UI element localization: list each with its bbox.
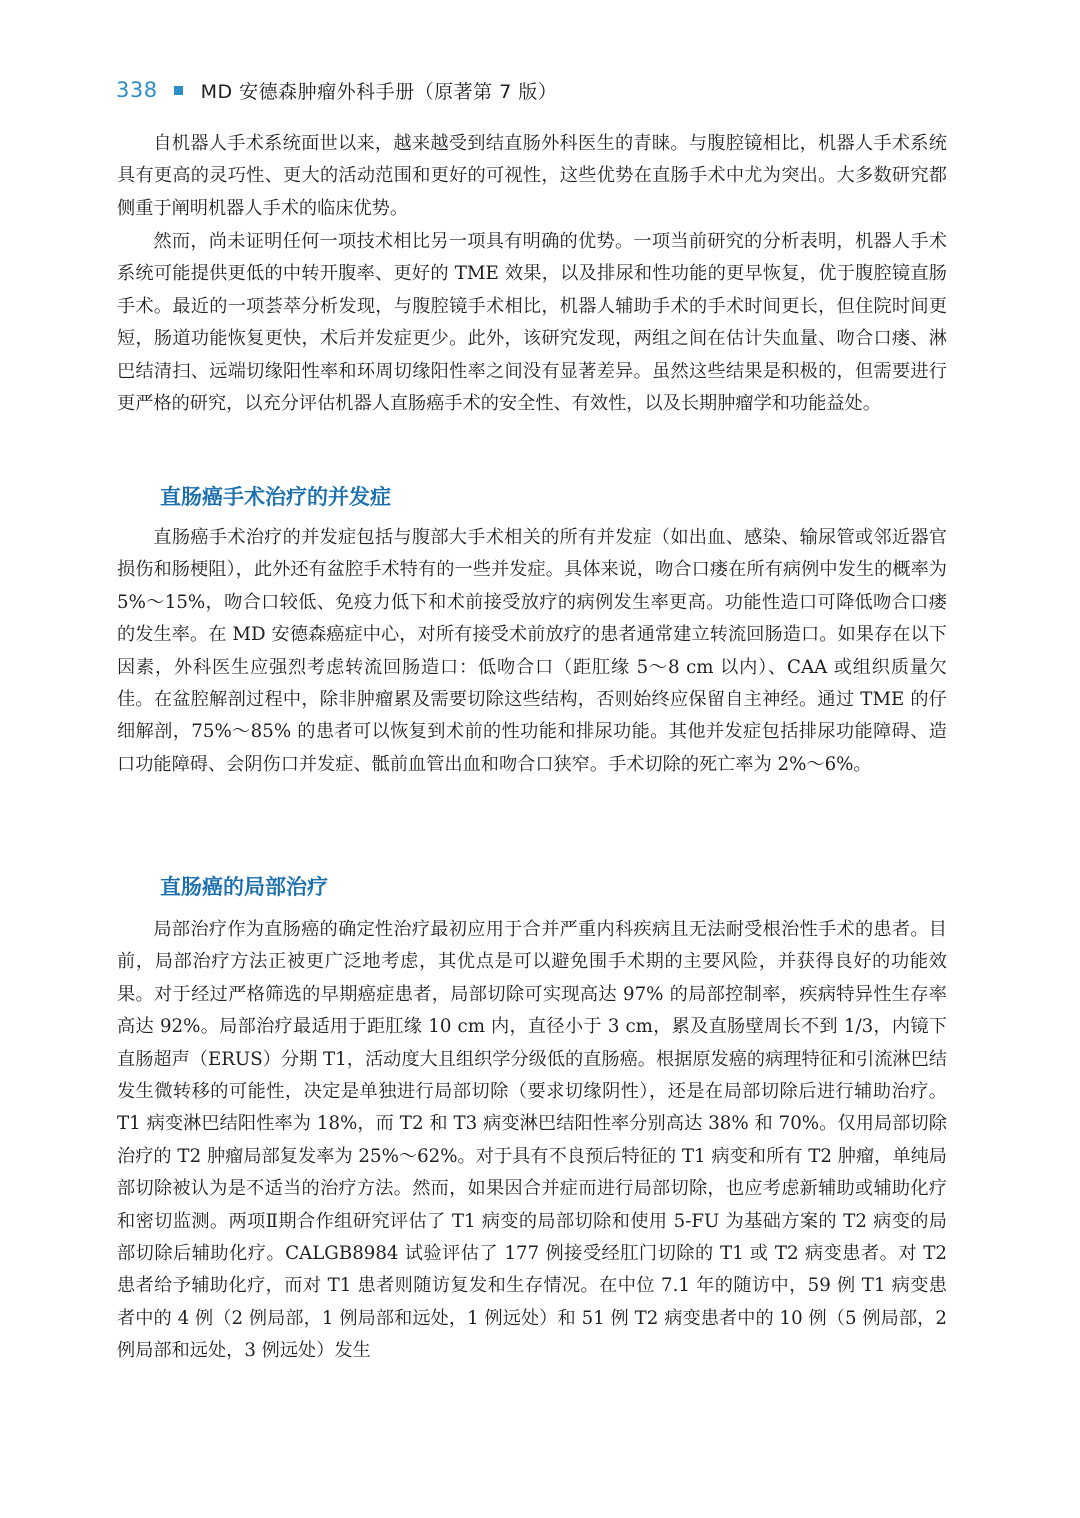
paragraph-robotic-surgery-intro: 自机器人手术系统面世以来，越来越受到结直肠外科医生的青睐。与腹腔镜相比，机器人手术系统具有更高的灵巧性、更大的活动范围和更好的可视性，这些优势在直肠手术中尤为突出。大多数研究都侧重于阐明机器人手术的临床优势。 xyxy=(117,133,947,219)
header-square-marker xyxy=(174,86,183,95)
section-heading-complications: 直肠癌手术治疗的并发症 xyxy=(160,484,391,509)
paragraph-local-treatment: 局部治疗作为直肠癌的确定性治疗最初应用于合并严重内科疾病且无法耐受根治性手术的患者。目前，局部治疗方法正被更广泛地考虑，其优点是可以避免围手术期的主要风险，并获得良好的功能效果。对于经过严格筛选的早期癌症患者，局部切除可实现高达 97% 的局部控制率，疾病特异性生存率高达 92%。局部治疗最适用于距肛缘 10 cm 内，直径小于 3 cm，累及直肠壁周长不到 1/3，内镜下直肠超声（ERUS）分期 T1，活动度大且组织学分级低的直肠癌。根据原发癌的病理特征和引流淋巴结发生微转移的可能性，决定是单独进行局部切除（要求切缘阴性），还是在局部切除后进行辅助治疗。T1 病变淋巴结阳性率为 18%，而 T2 和 T3 病变淋巴结阳性率分别高达 38% 和 70%。仅用局部切除治疗的 T2 肿瘤局部复发率为 25%～62%。对于具有不良预后特征的 T1 病变和所有 T2 肿瘤，单纯局部切除被认为是不适当的治疗方法。然而，如果因合并症而进行局部切除，也应考虑新辅助或辅助化疗和密切监测。两项Ⅱ期合作组研究评估了 T1 病变的局部切除和使用 5-FU 为基础方案的 T2 病变的局部切除后辅助化疗。CALGB8984 试验评估了 177 例接受经肛门切除的 T1 或 T2 病变患者。对 T2 患者给予辅助化疗，而对 T1 患者则随访复发和生存情况。在中位 7.1 年的随访中，59 例 T1 病变患者中的 4 例（2 例局部，1 例局部和远处，1 例远处）和 51 例 T2 病变患者中的 10 例（5 例局部，2 例局部和远处，3 例远处）发生 xyxy=(117,919,947,1362)
section-heading-local-treatment: 直肠癌的局部治疗 xyxy=(160,874,328,899)
book-title: MD 安德森肿瘤外科手册（原著第 7 版） xyxy=(200,80,558,103)
paragraph-robotic-surgery-evidence: 然而，尚未证明任何一项技术相比另一项具有明确的优势。一项当前研究的分析表明，机器人手术系统可能提供更低的中转开腹率、更好的 TME 效果，以及排尿和性功能的更早恢复，优于腹腔镜直肠手术。最近的一项荟萃分析发现，与腹腔镜手术相比，机器人辅助手术的手术时间更长，但住院时间更短，肠道功能恢复更快，术后并发症更少。此外，该研究发现，两组之间在估计失血量、吻合口瘘、淋巴结清扫、远端切缘阳性率和环周切缘阳性率之间没有显著差异。虽然这些结果是积极的，但需要进行更严格的研究，以充分评估机器人直肠癌手术的安全性、有效性，以及长期肿瘤学和功能益处。 xyxy=(117,231,947,415)
running-header xyxy=(116,74,557,106)
page-number: 338 xyxy=(116,78,158,102)
paragraph-complications: 直肠癌手术治疗的并发症包括与腹部大手术相关的所有并发症（如出血、感染、输尿管或邻近器官损伤和肠梗阻），此外还有盆腔手术特有的一些并发症。具体来说，吻合口瘘在所有病例中发生的概率为 5%～15%，吻合口较低、免疫力低下和术前接受放疗的病例发生率更高。功能性造口可降低吻合口瘘的发生率。在 MD 安德森癌症中心，对所有接受术前放疗的患者通常建立转流回肠造口。如果存在以下因素，外科医生应强烈考虑转流回肠造口：低吻合口（距肛缘 5～8 cm 以内）、CAA 或组织质量欠佳。在盆腔解剖过程中，除非肿瘤累及需要切除这些结构，否则始终应保留自主神经。通过 TME 的仔细解剖，75%～85% 的患者可以恢复到术前的性功能和排尿功能。其他并发症包括排尿功能障碍、造口功能障碍、会阴伤口并发症、骶前血管出血和吻合口狭窄。手术切除的死亡率为 2%～6%。 xyxy=(117,527,947,775)
